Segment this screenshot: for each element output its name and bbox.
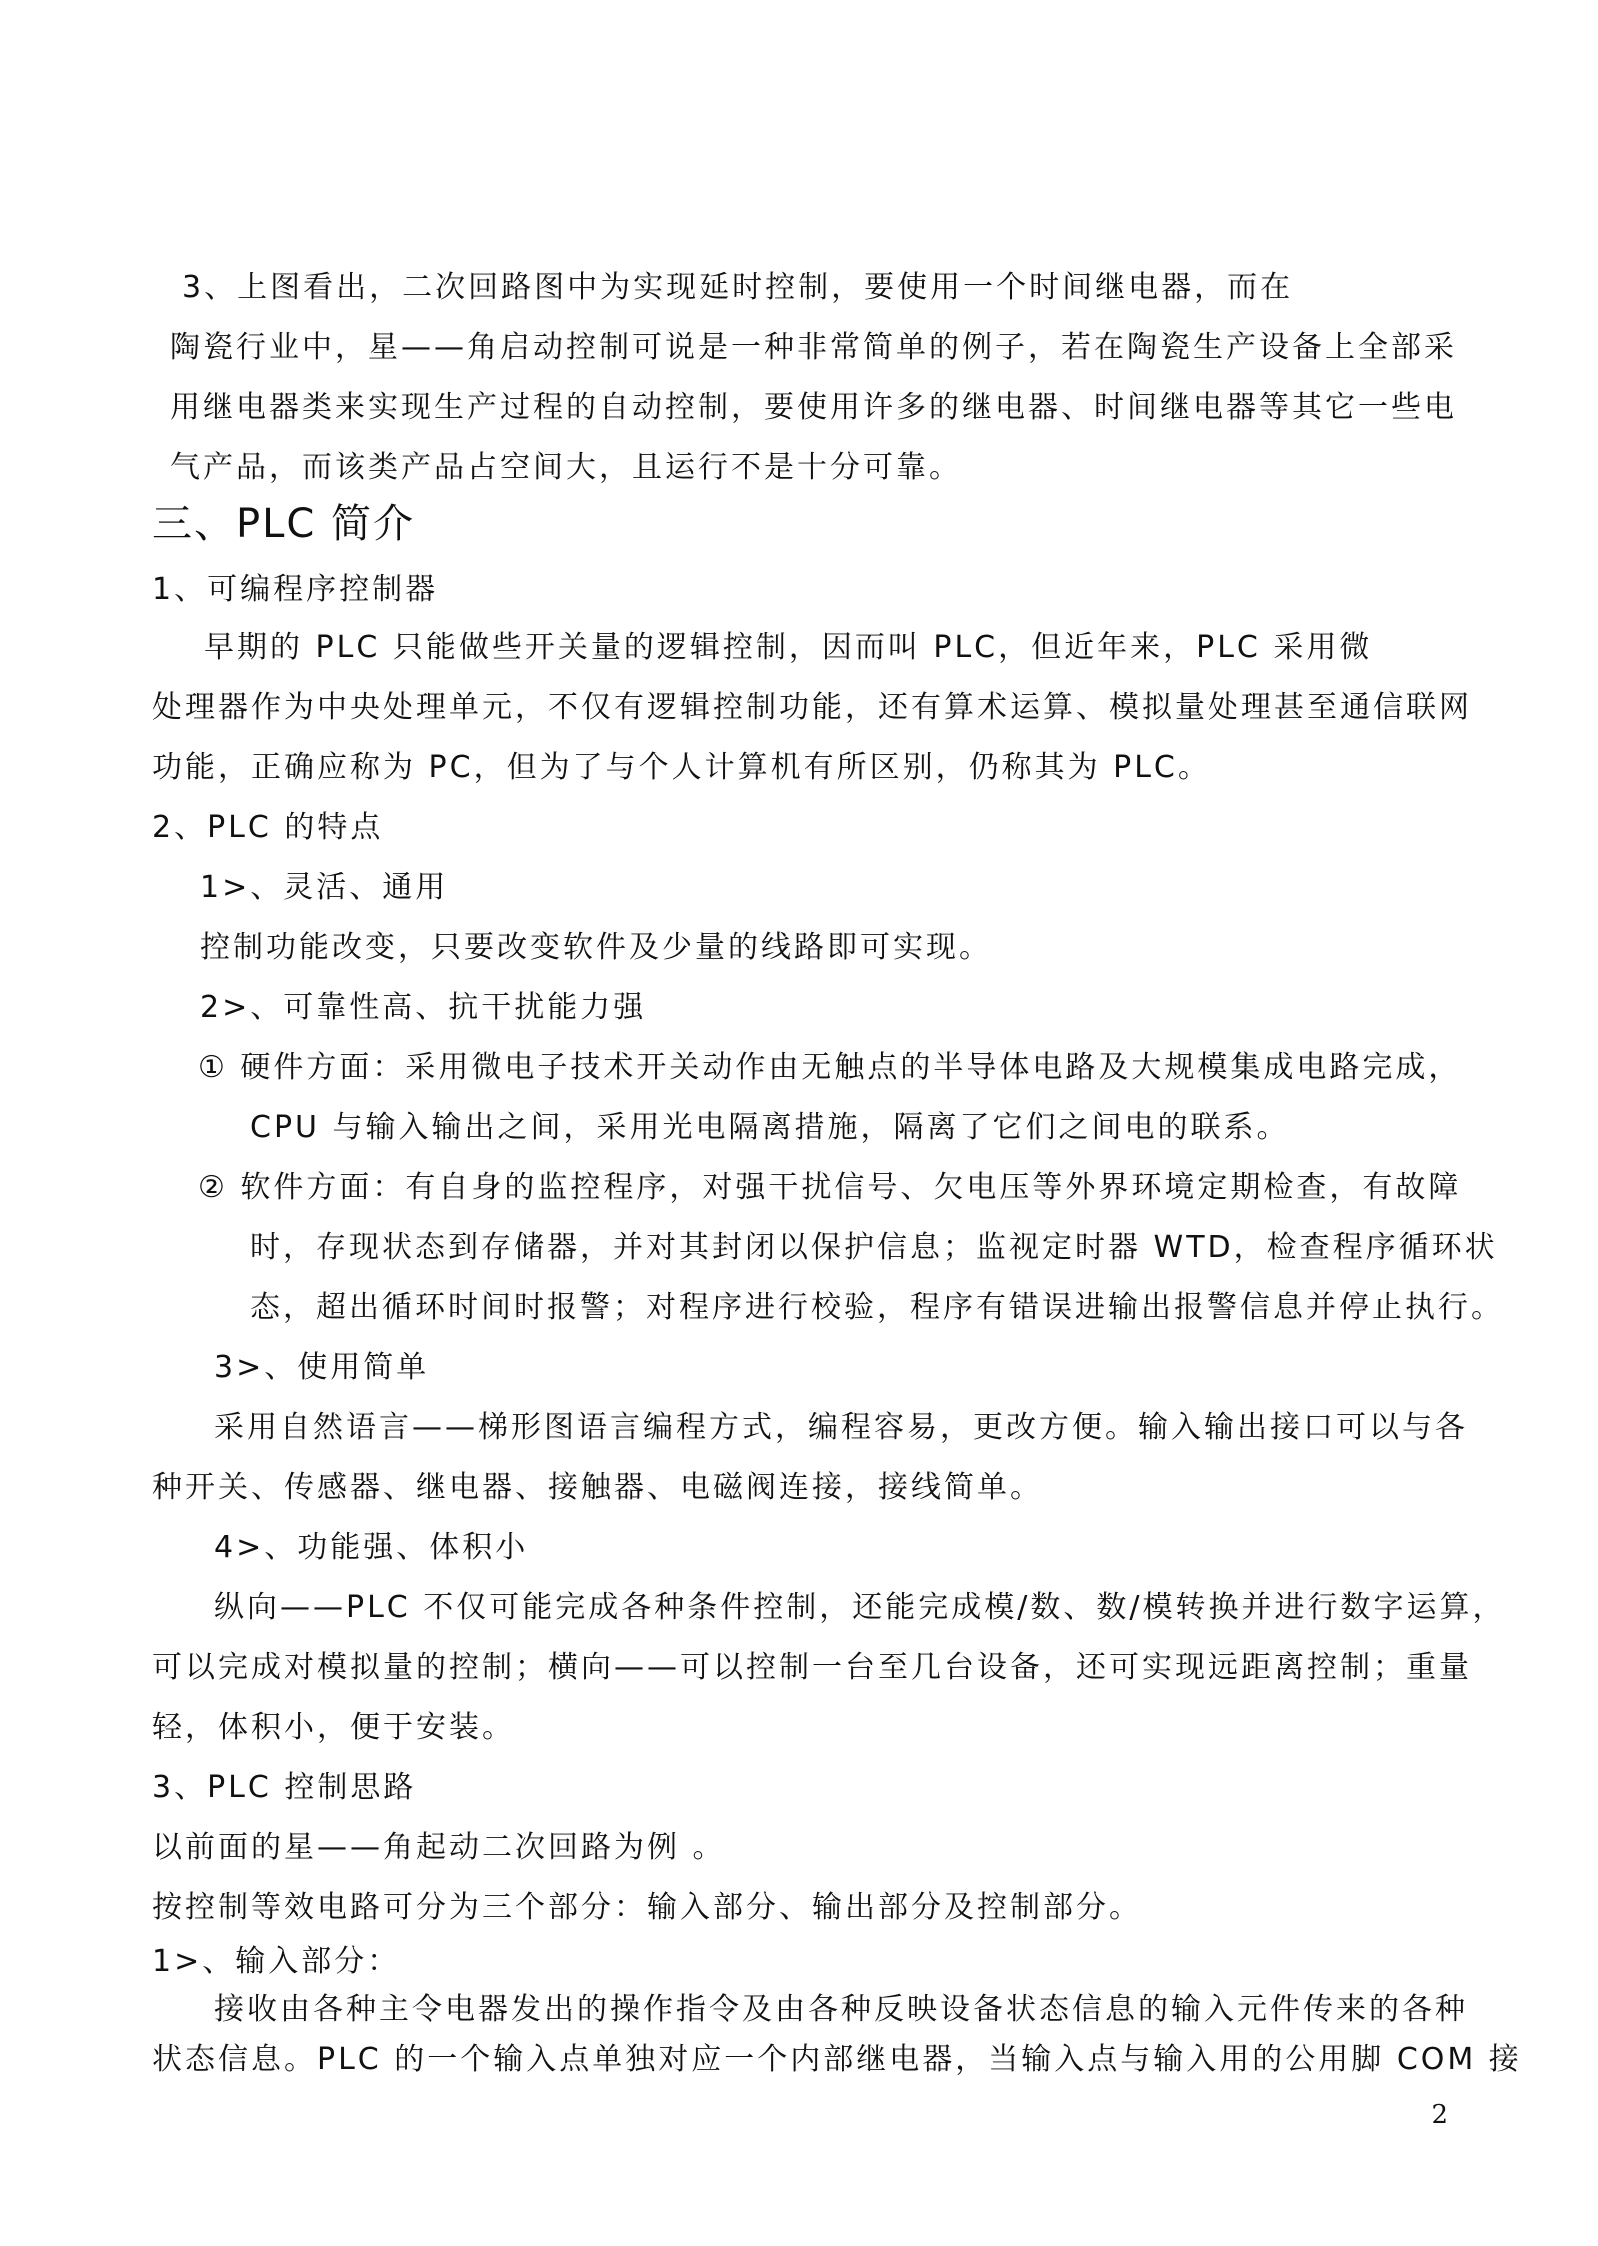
- text-line: 控制功能改变，只要改变软件及少量的线路即可实现。: [200, 930, 992, 965]
- text-line: 处理器作为中央处理单元，不仅有逻辑控制功能，还有算术运算、模拟量处理甚至通信联网: [152, 690, 1472, 725]
- text-line: 以前面的星——角起动二次回路为例 。: [152, 1830, 726, 1865]
- text-line: 时，存现状态到存储器，并对其封闭以保护信息；监视定时器 WTD，检查程序循环状: [250, 1230, 1498, 1265]
- text-line: 种开关、传感器、继电器、接触器、电磁阀连接，接线简单。: [152, 1470, 1043, 1505]
- list-item: ② 软件方面：有自身的监控程序，对强干扰信号、欠电压等外界环境定期检查，有故障: [198, 1170, 1462, 1205]
- text-line: 轻，体积小，便于安装。: [152, 1710, 515, 1745]
- item-heading: 1>、灵活、通用: [200, 870, 449, 905]
- text-line: 接收由各种主令电器发出的操作指令及由各种反映设备状态信息的输入元件传来的各种: [214, 1992, 1468, 2027]
- text-line: 态，超出循环时间时报警；对程序进行校验，程序有错误进输出报警信息并停止执行。: [250, 1290, 1504, 1325]
- page-number: 2: [1431, 2100, 1448, 2130]
- text-line: 功能，正确应称为 PC，但为了与个人计算机有所区别，仍称其为 PLC。: [152, 750, 1211, 785]
- text-line: 3、上图看出，二次回路图中为实现延时控制，要使用一个时间继电器，而在: [182, 270, 1294, 305]
- section-heading: 三、PLC 简介: [152, 501, 416, 547]
- text-line: 用继电器类来实现生产过程的自动控制，要使用许多的继电器、时间继电器等其它一些电: [170, 390, 1457, 425]
- subsection-heading: 2、PLC 的特点: [152, 810, 384, 845]
- text-line: 陶瓷行业中，星——角启动控制可说是一种非常简单的例子，若在陶瓷生产设备上全部采: [170, 330, 1457, 365]
- text-line: 早期的 PLC 只能做些开关量的逻辑控制，因而叫 PLC，但近年来，PLC 采用微: [204, 630, 1373, 665]
- text-line: 状态信息。PLC 的一个输入点单独对应一个内部继电器，当输入点与输入用的公用脚 COM 接: [152, 2042, 1522, 2077]
- subsection-heading: 1、可编程序控制器: [152, 572, 439, 607]
- text-line: 可以完成对模拟量的控制；横向——可以控制一台至几台设备，还可实现远距离控制；重量: [152, 1650, 1472, 1685]
- text-line: CPU 与输入输出之间，采用光电隔离措施，隔离了它们之间电的联系。: [250, 1110, 1290, 1145]
- list-item: ① 硬件方面：采用微电子技术开关动作由无触点的半导体电路及大规模集成电路完成，: [198, 1050, 1462, 1085]
- item-heading: 1>、输入部分：: [152, 1944, 401, 1979]
- text-line: 纵向——PLC 不仅可能完成各种条件控制，还能完成模/数、数/模转换并进行数字运算，: [214, 1590, 1506, 1625]
- subsection-heading: 3、PLC 控制思路: [152, 1770, 417, 1805]
- item-heading: 2>、可靠性高、抗干扰能力强: [200, 990, 647, 1025]
- item-heading: 3>、使用简单: [214, 1350, 430, 1385]
- text-line: 采用自然语言——梯形图语言编程方式，编程容易，更改方便。输入输出接口可以与各: [214, 1410, 1468, 1445]
- text-line: 按控制等效电路可分为三个部分：输入部分、输出部分及控制部分。: [152, 1890, 1142, 1925]
- text-line: 气产品，而该类产品占空间大，且运行不是十分可靠。: [170, 450, 962, 485]
- item-heading: 4>、功能强、体积小: [214, 1530, 529, 1565]
